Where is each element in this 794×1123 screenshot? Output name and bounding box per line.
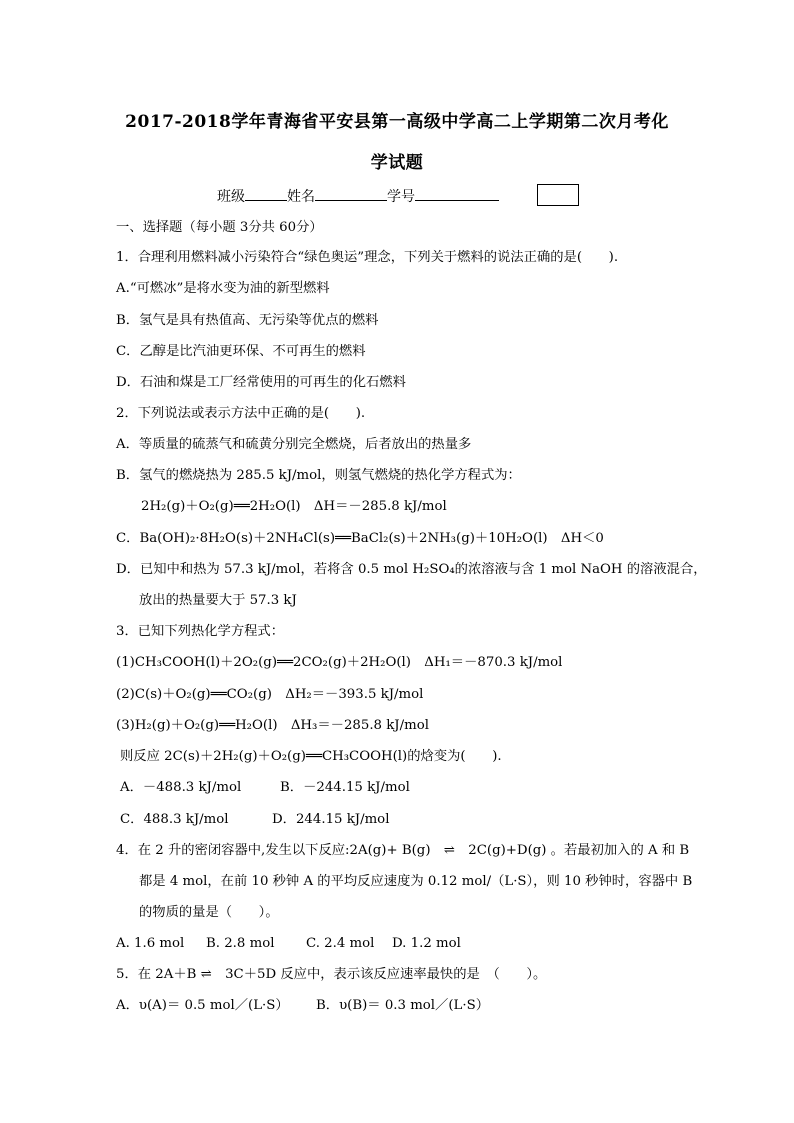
- q1-stem: 1．合理利用燃料减小污染符合“绿色奥运”理念，下列关于燃料的说法正确的是( ).: [116, 250, 619, 265]
- q5-option-b: B．υ(B)＝ 0.3 mol／(L·S）: [316, 998, 490, 1013]
- q4-stem-line3: 的物质的量是（ ）。: [139, 905, 279, 920]
- section-heading: 一、选择题（每小题 3分共 60分）: [116, 220, 323, 235]
- q2-stem: 2．下列说法或表示方法中正确的是( ).: [116, 406, 366, 421]
- q4-stem-line2: 都是 4 mol，在前 10 秒钟 A 的平均反应速度为 0.12 mol/（L·S），则 10 秒钟时，容器中 B: [139, 874, 693, 889]
- name-label: 姓名: [287, 189, 315, 205]
- student-info-row: [217, 186, 499, 206]
- q1-option-d: D．石油和煤是工厂经常使用的可再生的化石燃料: [116, 375, 406, 390]
- q3-option-c: C．488.3 kJ/mol: [120, 812, 229, 827]
- q2-option-b: B．氢气的燃烧热为 285.5 kJ/mol，则氢气燃烧的热化学方程式为：: [116, 468, 521, 483]
- q2-option-a: A．等质量的硫蒸气和硫黄分别完全燃烧，后者放出的热量多: [116, 437, 472, 452]
- q3-equation-3: (3)H₂(g)＋O₂(g)══H₂O(l) ΔH₃＝－285.8 kJ/mol: [116, 718, 429, 733]
- q4-option-b: B. 2.8 mol: [206, 936, 275, 951]
- q3-option-b: B．－244.15 kJ/mol: [280, 780, 410, 795]
- q4-option-d: D. 1.2 mol: [392, 936, 461, 951]
- class-blank[interactable]: [245, 186, 287, 201]
- q1-option-b: B．氢气是具有热值高、无污染等优点的燃料: [116, 313, 379, 328]
- q4-option-a: A. 1.6 mol: [116, 936, 185, 951]
- q2-option-c: C．Ba(OH)₂·8H₂O(s)＋2NH₄Cl(s)══BaCl₂(s)＋2NH₃(g)＋10H₂O(l) ΔH＜0: [116, 531, 604, 546]
- q3-equation-1: (1)CH₃COOH(l)＋2O₂(g)══2CO₂(g)＋2H₂O(l) ΔH₁＝－870.3 kJ/mol: [116, 655, 563, 670]
- q4-stem-line1: 4．在 2 升的密闭容器中,发生以下反应:2A(g)+ B(g) ⇌ 2C(g)+D(g) 。若最初加入的 A 和 B: [116, 843, 690, 858]
- q3-option-a: A．－488.3 kJ/mol: [120, 780, 242, 795]
- exam-title-line1: 2017-2018学年青海省平安县第一高级中学高二上学期第二次月考化: [125, 112, 669, 132]
- exam-title-line2: 学试题: [370, 153, 424, 173]
- q4-option-c: C. 2.4 mol: [306, 936, 375, 951]
- q5-stem: 5．在 2A＋B ⇌ 3C＋5D 反应中，表示该反应速率最快的是 （ ）。: [116, 967, 547, 982]
- q2-option-d: D．已知中和热为 57.3 kJ/mol，若将含 0.5 mol H₂SO₄的浓溶液与含 1 mol NaOH 的溶液混合，: [116, 562, 707, 577]
- id-label: 学号: [387, 189, 415, 205]
- q2-option-b-equation: 2H₂(g)＋O₂(g)══2H₂O(l) ΔH＝－285.8 kJ/mol: [141, 499, 447, 514]
- q2-option-d-cont: 放出的热量要大于 57.3 kJ: [139, 593, 297, 608]
- score-box: [537, 184, 579, 206]
- q3-stem: 3．已知下列热化学方程式：: [116, 624, 285, 639]
- id-blank[interactable]: [415, 186, 499, 201]
- q1-option-a: A.“可燃冰”是将水变为油的新型燃料: [116, 281, 330, 296]
- class-label: 班级: [217, 189, 245, 205]
- q1-option-c: C．乙醇是比汽油更环保、不可再生的燃料: [116, 344, 366, 359]
- q3-option-d: D．244.15 kJ/mol: [272, 812, 390, 827]
- q5-option-a: A．υ(A)＝ 0.5 mol／(L·S）: [116, 998, 289, 1013]
- q3-question: 则反应 2C(s)＋2H₂(g)＋O₂(g)══CH₃COOH(l)的焓变为( ).: [120, 749, 502, 764]
- q3-equation-2: (2)C(s)＋O₂(g)══CO₂(g) ΔH₂＝－393.5 kJ/mol: [116, 687, 424, 702]
- name-blank[interactable]: [315, 186, 387, 201]
